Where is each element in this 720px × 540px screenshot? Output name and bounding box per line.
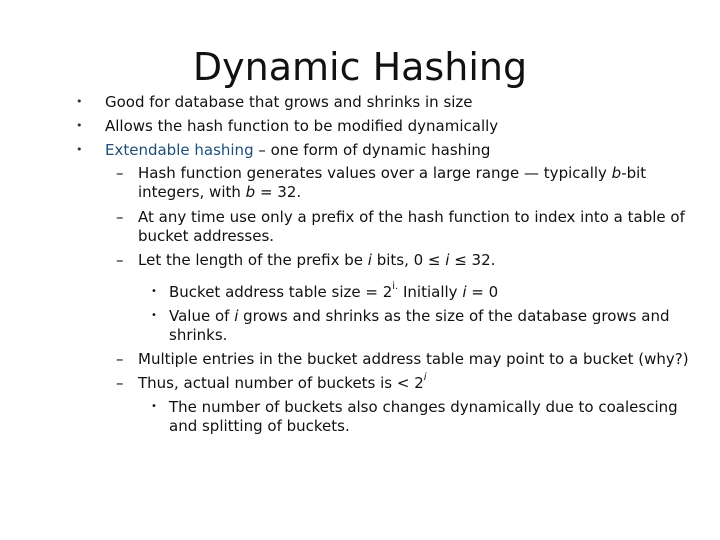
actual-buckets-line — [138, 373, 427, 393]
bullet-modify: Allows the hash function to be modified dynamically — [105, 117, 499, 135]
var-b: b — [611, 164, 622, 182]
text: ≤ 32. — [449, 251, 496, 269]
text: Value of — [169, 307, 235, 325]
extendable-rest: – one form of dynamic hashing — [253, 141, 491, 159]
num-buckets-line2: and splitting of buckets. — [169, 417, 350, 435]
dash-marker: – — [116, 164, 124, 182]
prefix-length-line — [138, 250, 495, 270]
num-buckets-line1: The number of buckets also changes dynamically due to coalescing — [169, 398, 678, 416]
bullet-marker: • — [151, 310, 157, 321]
text: -bit — [621, 164, 647, 182]
prefix-line2: bucket addresses. — [138, 227, 275, 245]
bullet-marker: • — [76, 143, 83, 156]
var-b: b — [245, 183, 256, 201]
slide-title: Dynamic Hashing — [192, 45, 528, 89]
superscript-i: i — [423, 372, 427, 383]
text: grows and shrinks as the size of the database grows and — [238, 307, 670, 325]
var-i: i — [367, 251, 372, 269]
table-size-line — [169, 282, 498, 302]
text: Initially — [398, 283, 463, 301]
dash-marker: – — [116, 374, 124, 392]
text: = 0 — [466, 283, 499, 301]
var-i: i — [234, 307, 239, 325]
extendable-hashing-term: Extendable hashing — [105, 141, 254, 159]
text: Thus, actual number of buckets is < 2 — [138, 374, 424, 392]
var-i: i — [462, 283, 467, 301]
dash-marker: – — [116, 208, 124, 226]
text: = 32. — [255, 183, 302, 201]
dash-marker: – — [116, 251, 124, 269]
text: Bucket address table size = 2 — [169, 283, 393, 301]
value-i-line1 — [169, 306, 669, 326]
var-i: i — [445, 251, 450, 269]
value-i-line2: shrinks. — [169, 326, 228, 344]
dash-marker: – — [116, 350, 124, 368]
text: integers, with — [138, 183, 246, 201]
bullet-marker: • — [151, 286, 157, 297]
prefix-line1: At any time use only a prefix of the hash function to index into a table of — [138, 208, 685, 226]
bullet-extendable — [105, 140, 490, 160]
multiple-entries-line: Multiple entries in the bucket address table may point to a bucket (why?) — [138, 350, 689, 368]
hash-function-line1 — [138, 163, 646, 183]
text: Let the length of the prefix be — [138, 251, 368, 269]
text: bits, 0 ≤ — [371, 251, 446, 269]
bullet-growth: Good for database that grows and shrinks in size — [105, 93, 473, 111]
superscript-i: i. — [392, 281, 399, 292]
hash-function-line2 — [138, 182, 301, 202]
bullet-marker: • — [76, 95, 83, 108]
bullet-marker: • — [76, 119, 83, 132]
text: Hash function generates values over a large range — typically — [138, 164, 612, 182]
bullet-marker: • — [151, 401, 157, 412]
